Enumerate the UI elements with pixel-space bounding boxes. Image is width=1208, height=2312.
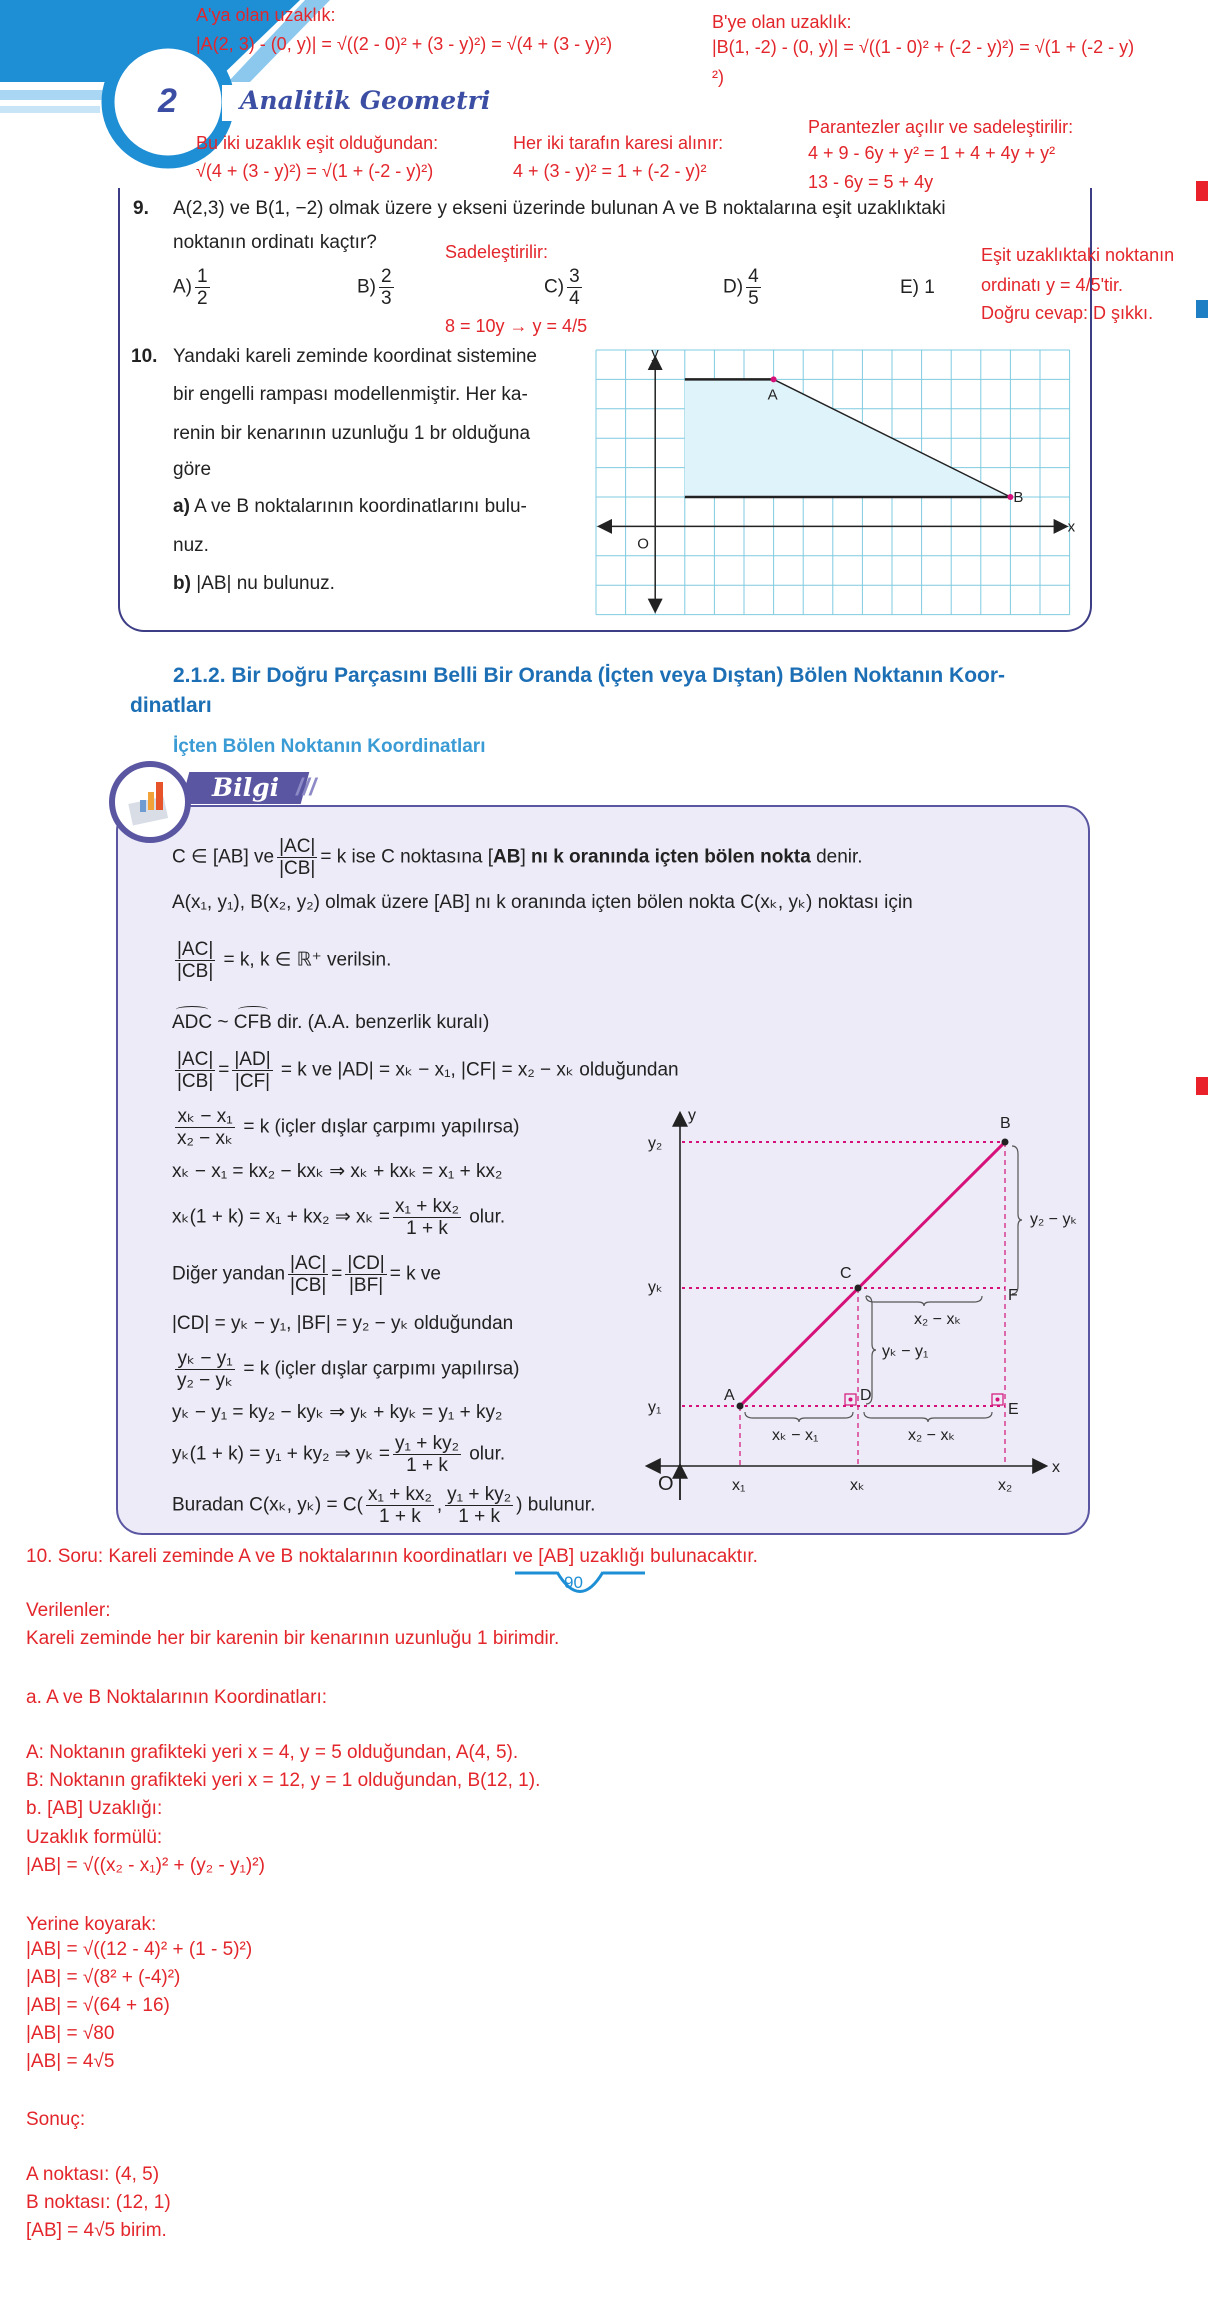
q9-option-e[interactable]: E) 1: [900, 277, 935, 298]
q10-grid-figure: [590, 344, 1076, 624]
point-e-label: E: [1008, 1401, 1019, 1418]
origin-label: O: [658, 1473, 674, 1495]
info-title-slashes: ///: [296, 774, 317, 801]
page-number: 90: [564, 1573, 583, 1592]
point-f-label: F: [1008, 1287, 1018, 1304]
y1-label: y₁: [648, 1399, 662, 1416]
y2-label: y₂: [648, 1135, 663, 1152]
point-d-label: D: [860, 1387, 872, 1404]
info-line-14: Buradan C(xₖ, yₖ) = C( $\frac{\text{x₁ + kx₂}}{1 + k}$ , $\frac{\text{y₁ + ky₂}}{1 + k}$ ) bulunur.: [172, 1484, 596, 1527]
info-line-2: A(x₁, y₁), B(x₂, y₂) olmak üzere [AB] nı k oranında içten bölen nokta C(xₖ, yₖ) noktası için: [172, 892, 913, 913]
info-line-12: yₖ − y₁ = ky₂ − kyₖ ⇒ yₖ + kyₖ = y₁ + ky₂: [172, 1402, 503, 1423]
q9-number: 9.: [133, 198, 149, 219]
info-line-8: xₖ(1 + k) = x₁ + kx₂ ⇒ xₖ = $\frac{\text{x₁ + kx₂}}{1 + k}$ olur.: [172, 1196, 506, 1239]
info-line-9: Diğer yandan $\frac{|AC|}{|CB|}$ = $\frac{|CD|}{|BF|}$ = k ve: [172, 1253, 441, 1296]
xk-label: xₖ: [850, 1477, 865, 1494]
side-mark-red: [1196, 1077, 1208, 1095]
annotation-answer-line3: Doğru cevap: D şıkkı.: [981, 303, 1154, 323]
info-line-13: yₖ(1 + k) = y₁ + ky₂ ⇒ yₖ = $\frac{\text{y₁ + ky₂}}{1 + k}$ olur.: [172, 1433, 506, 1476]
solution-line: Kareli zeminde her bir karenin bir kenarının uzunluğu 1 birimdir.: [26, 1628, 560, 1649]
brace-label-xk-x1: xₖ − x₁: [772, 1427, 819, 1444]
solution-line: Yerine koyarak:: [26, 1914, 157, 1935]
info-line-6: $\frac{\text{xₖ − x₁}}{\text{x₂ − xₖ}}$ = k (içler dışlar çarpımı yapılırsa): [177, 1106, 520, 1149]
side-mark-blue: [1196, 300, 1208, 318]
chapter-number: 2: [158, 82, 177, 120]
section-heading: 2.1.2. Bir Doğru Parçasını Belli Bir Oranda (İçten veya Dıştan) Bölen Noktanın Koor-: [173, 664, 1006, 687]
x-axis-label: x: [1052, 1459, 1060, 1476]
solution-line: A noktası: (4, 5): [26, 2164, 160, 2185]
point-a: [771, 376, 777, 382]
annotation-a-distance-label: A'ya olan uzaklık:: [196, 5, 336, 25]
info-title: Bilgi: [212, 773, 280, 802]
x2-label: x₂: [998, 1477, 1013, 1494]
annotation-answer-line2: ordinatı y = 4/5'tir.: [981, 275, 1124, 295]
solution-line: Sonuç:: [26, 2109, 86, 2130]
point-a-label: A: [724, 1387, 735, 1404]
solution-line: |AB| = √(8² + (-4)²): [26, 1967, 181, 1988]
info-line-1: C ∈ [AB] ve $\frac{|AC|}{|CB|}$ = k ise C noktasına [AB] nı k oranında içten bölen nokta denir.: [172, 836, 863, 879]
solution-line: |AB| = √80: [26, 2023, 115, 2044]
solution-line: A: Noktanın grafikteki yeri x = 4, y = 5 olduğundan, A(4, 5).: [26, 1742, 519, 1763]
q9-text-line2: noktanın ordinatı kaçtır?: [173, 232, 377, 253]
annotation-b-distance-formula: |B(1, -2) - (0, y)| = √((1 - 0)² + (-2 - y)²) = √(1 + (-2 - y): [712, 37, 1135, 57]
info-line-11: $\frac{\text{yₖ − y₁}}{\text{y₂ − yₖ}}$ = k (içler dışlar çarpımı yapılırsa): [177, 1348, 520, 1391]
annotation-expand-line2: 13 - 6y = 5 + 4y: [808, 172, 934, 192]
chapter-title: Analitik Geometri: [240, 86, 491, 115]
point-b-label: B: [1000, 1115, 1011, 1132]
yk-label: yₖ: [648, 1279, 663, 1296]
info-line-10: |CD| = yₖ − y₁, |BF| = y₂ − yₖ olduğundan: [172, 1313, 514, 1334]
grid-origin-label: O: [637, 535, 649, 553]
solution-line: |AB| = 4√5: [26, 2051, 115, 2072]
q10-part-a-cont: nuz.: [173, 535, 209, 556]
brace-label-y2-yk: y₂ − yₖ: [1030, 1211, 1078, 1228]
solution-line: Uzaklık formülü:: [26, 1827, 163, 1848]
info-line-3: $\frac{|AC|}{|CB|}$ = k, k ∈ ℝ⁺ verilsin.: [177, 939, 392, 982]
info-line-4: ADC ~ CFB dir. (A.A. benzerlik kuralı): [172, 1012, 490, 1033]
solution-line: [AB] = 4√5 birim.: [26, 2220, 167, 2241]
annotation-answer-line1: Eşit uzaklıktaki noktanın: [981, 245, 1175, 265]
annotation-b-distance-formula-cont: ²): [712, 67, 724, 87]
section-heading-cont: dinatları: [130, 694, 212, 717]
annotation-simplify-label: Sadeleştirilir:: [445, 242, 549, 262]
subheading: İçten Bölen Noktanın Koordinatları: [173, 736, 486, 757]
grid-a-label: A: [767, 386, 778, 404]
info-line-5: $\frac{|AC|}{|CB|}$ = $\frac{|AD|}{|CF|}$ = k ve |AD| = xₖ − x₁, |CF| = x₂ − xₖ olduğundan: [177, 1049, 679, 1092]
solution-line: |AB| = √(64 + 16): [26, 1995, 170, 2016]
annotation-square-label: Her iki tarafın karesi alınır:: [513, 133, 724, 153]
side-mark-red: [1196, 181, 1208, 201]
brace-label-x2-xk: x₂ − xₖ: [908, 1427, 956, 1444]
info-line-7: xₖ − x₁ = kx₂ − kxₖ ⇒ xₖ + kxₖ = x₁ + kx₂: [172, 1161, 503, 1182]
solution-line: a. A ve B Noktalarının Koordinatları:: [26, 1687, 328, 1708]
grid-b-label: B: [1013, 489, 1024, 506]
q10-line: göre: [173, 459, 212, 480]
annotation-simplify-formula: 8 = 10y → y = 4/5: [445, 316, 588, 336]
q10-number: 10.: [131, 346, 158, 367]
q10-part-b: b) |AB| nu bulunuz.: [173, 573, 335, 594]
y-axis-label: y: [688, 1107, 696, 1124]
annotation-expand-label: Parantezler açılır ve sadeleştirilir:: [808, 117, 1074, 137]
annotation-b-distance-label: B'ye olan uzaklık:: [712, 12, 852, 32]
solution-line: 10. Soru: Kareli zeminde A ve B noktalarının koordinatları ve [AB] uzaklığı bulunacaktır.: [26, 1546, 758, 1567]
solution-line: |AB| = √((12 - 4)² + (1 - 5)²): [26, 1939, 253, 1960]
q10-line: Yandaki kareli zeminde koordinat sistemine: [173, 346, 537, 367]
grid-x-label: x: [1067, 518, 1076, 536]
annotation-equal-formula: √(4 + (3 - y)²) = √(1 + (-2 - y)²): [196, 161, 434, 181]
q10-part-a: a) A ve B noktalarının koordinatlarını bulu-: [173, 496, 527, 517]
solution-line: |AB| = √((x₂ - x₁)² + (y₂ - y₁)²): [26, 1855, 265, 1876]
x1-label: x₁: [732, 1477, 746, 1494]
solution-line: Verilenler:: [26, 1600, 111, 1621]
annotation-a-distance-formula: |A(2, 3) - (0, y)| = √((2 - 0)² + (3 - y)²) = √(4 + (3 - y)²): [196, 34, 613, 54]
point-c-label: C: [840, 1265, 852, 1282]
q10-line: renin bir kenarının uzunluğu 1 br olduğuna: [173, 423, 531, 444]
annotation-square-formula: 4 + (3 - y)² = 1 + (-2 - y)²: [513, 161, 707, 181]
q10-line: bir engelli rampası modellenmiştir. Her ka-: [173, 384, 528, 405]
brace-label-x2-xk: x₂ − xₖ: [914, 1311, 962, 1328]
brace-label-yk-y1: yₖ − y₁: [882, 1343, 929, 1360]
q9-option-c[interactable]: C) $\frac{3}{4}$: [544, 266, 580, 309]
q9-option-a[interactable]: A) $\frac{1}{2}$: [173, 266, 208, 309]
solution-line: B noktası: (12, 1): [26, 2192, 171, 2213]
q9-option-b[interactable]: B) $\frac{2}{3}$: [357, 266, 392, 309]
division-point-diagram: [620, 1100, 1090, 1520]
solution-line: b. [AB] Uzaklığı:: [26, 1798, 163, 1819]
q9-text-line1: A(2,3) ve B(1, −2) olmak üzere y ekseni üzerinde bulunan A ve B noktalarına eşit uzaklıktaki: [173, 198, 946, 219]
annotation-expand-line1: 4 + 9 - 6y + y² = 1 + 4 + 4y + y²: [808, 143, 1056, 163]
q9-option-d[interactable]: D) $\frac{4}{5}$: [723, 266, 759, 309]
annotation-equal-label: Bu iki uzaklık eşit olduğundan:: [196, 133, 439, 153]
grid-y-label: y: [651, 345, 659, 362]
solution-line: B: Noktanın grafikteki yeri x = 12, y = 1 olduğundan, B(12, 1).: [26, 1770, 541, 1791]
